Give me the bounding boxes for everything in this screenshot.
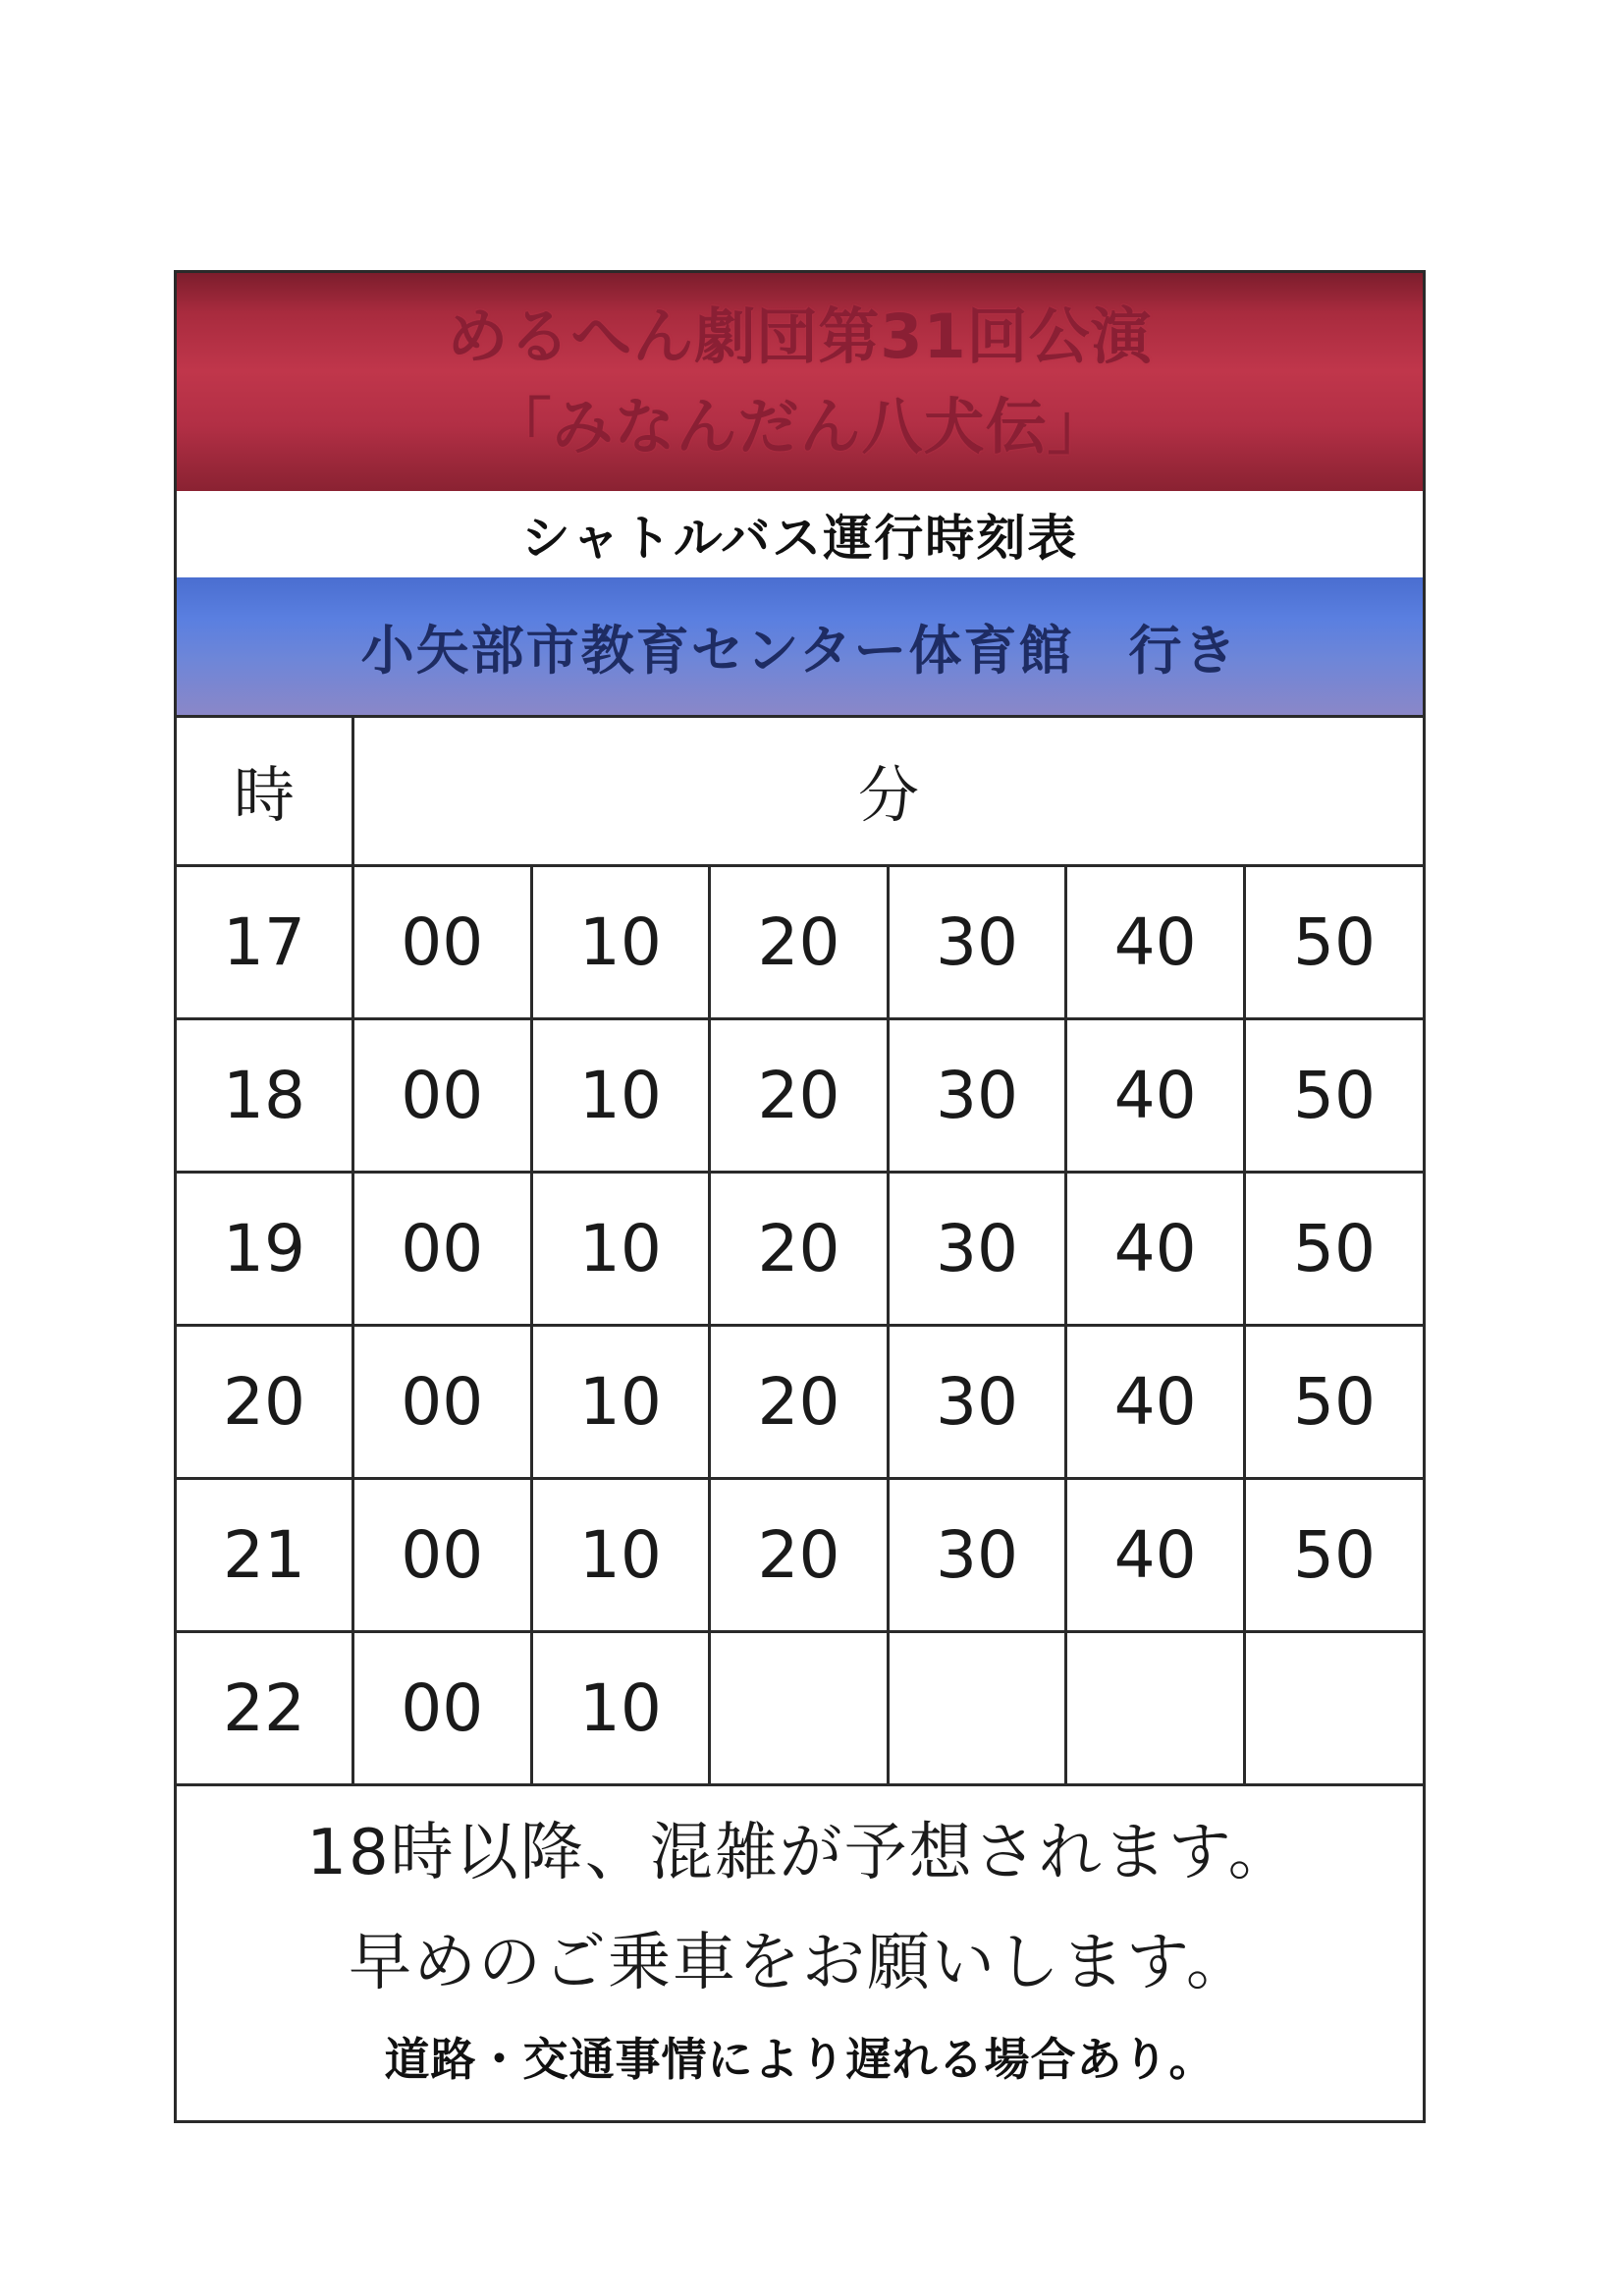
minute-cell: 10	[531, 1326, 710, 1479]
minute-cell: 50	[1244, 1326, 1423, 1479]
minute-cell: 00	[353, 1173, 532, 1326]
minute-cell: 00	[353, 1479, 532, 1632]
minute-cell: 10	[531, 866, 710, 1019]
hour-cell: 22	[177, 1632, 353, 1785]
minute-cell: 10	[531, 1019, 710, 1173]
minute-cell	[888, 1632, 1066, 1785]
minute-cell: 40	[1066, 1326, 1245, 1479]
minute-cell: 00	[353, 866, 532, 1019]
minute-cell: 40	[1066, 866, 1245, 1019]
notice-box	[177, 1778, 1423, 2120]
minute-cell: 50	[1244, 1019, 1423, 1173]
minute-cell: 20	[710, 1019, 889, 1173]
title-banner	[177, 273, 1423, 494]
minute-cell: 10	[531, 1632, 710, 1785]
table-header-row	[177, 715, 1423, 866]
delay-disclaimer: 道路・交通事情により遅れる場合あり。	[384, 2033, 1216, 2086]
minute-column-header: 分	[353, 715, 1424, 866]
play-title: 「みなんだん八犬伝」	[490, 391, 1109, 463]
hour-cell: 19	[177, 1173, 353, 1326]
minute-cell: 40	[1066, 1173, 1245, 1326]
table-row	[177, 866, 1423, 1019]
table-row	[177, 1479, 1423, 1632]
minute-cell: 50	[1244, 1173, 1423, 1326]
minute-cell: 50	[1244, 1479, 1423, 1632]
hour-cell: 20	[177, 1326, 353, 1479]
hour-column-header: 時	[177, 715, 353, 866]
minute-cell	[1244, 1632, 1423, 1785]
table-row	[177, 1019, 1423, 1173]
minute-cell: 40	[1066, 1019, 1245, 1173]
minute-cell: 20	[710, 1326, 889, 1479]
schedule-body	[177, 866, 1423, 1785]
minute-cell: 00	[353, 1019, 532, 1173]
minute-cell	[1066, 1632, 1245, 1785]
table-row	[177, 1632, 1423, 1785]
hour-cell: 17	[177, 866, 353, 1019]
minute-cell: 00	[353, 1632, 532, 1785]
hour-cell: 21	[177, 1479, 353, 1632]
timetable-sheet	[174, 270, 1426, 2123]
minute-cell: 20	[710, 1479, 889, 1632]
table-row	[177, 1173, 1423, 1326]
hour-cell: 18	[177, 1019, 353, 1173]
event-title: めるへん劇団第31回公演	[447, 301, 1153, 372]
minute-cell: 30	[888, 866, 1066, 1019]
minute-cell: 00	[353, 1326, 532, 1479]
congestion-notice: 18時以降、混雑が予想されます。	[306, 1817, 1293, 1889]
minute-cell: 30	[888, 1326, 1066, 1479]
schedule-table	[177, 715, 1423, 1786]
minute-cell: 30	[888, 1479, 1066, 1632]
minute-cell: 50	[1244, 866, 1423, 1019]
destination-label: 小矢部市教育センター体育館 行き	[360, 619, 1239, 682]
early-boarding-notice: 早めのご乗車をお願いします。	[349, 1927, 1251, 1999]
table-row	[177, 1326, 1423, 1479]
minute-cell: 30	[888, 1173, 1066, 1326]
minute-cell: 20	[710, 866, 889, 1019]
minute-cell: 40	[1066, 1479, 1245, 1632]
minute-cell: 30	[888, 1019, 1066, 1173]
minute-cell: 10	[531, 1479, 710, 1632]
destination-banner	[177, 577, 1423, 718]
minute-cell	[710, 1632, 889, 1785]
minute-cell: 10	[531, 1173, 710, 1326]
minute-cell: 20	[710, 1173, 889, 1326]
timetable-subtitle: シャトルバス運行時刻表	[520, 510, 1079, 567]
subtitle-banner	[177, 491, 1423, 579]
